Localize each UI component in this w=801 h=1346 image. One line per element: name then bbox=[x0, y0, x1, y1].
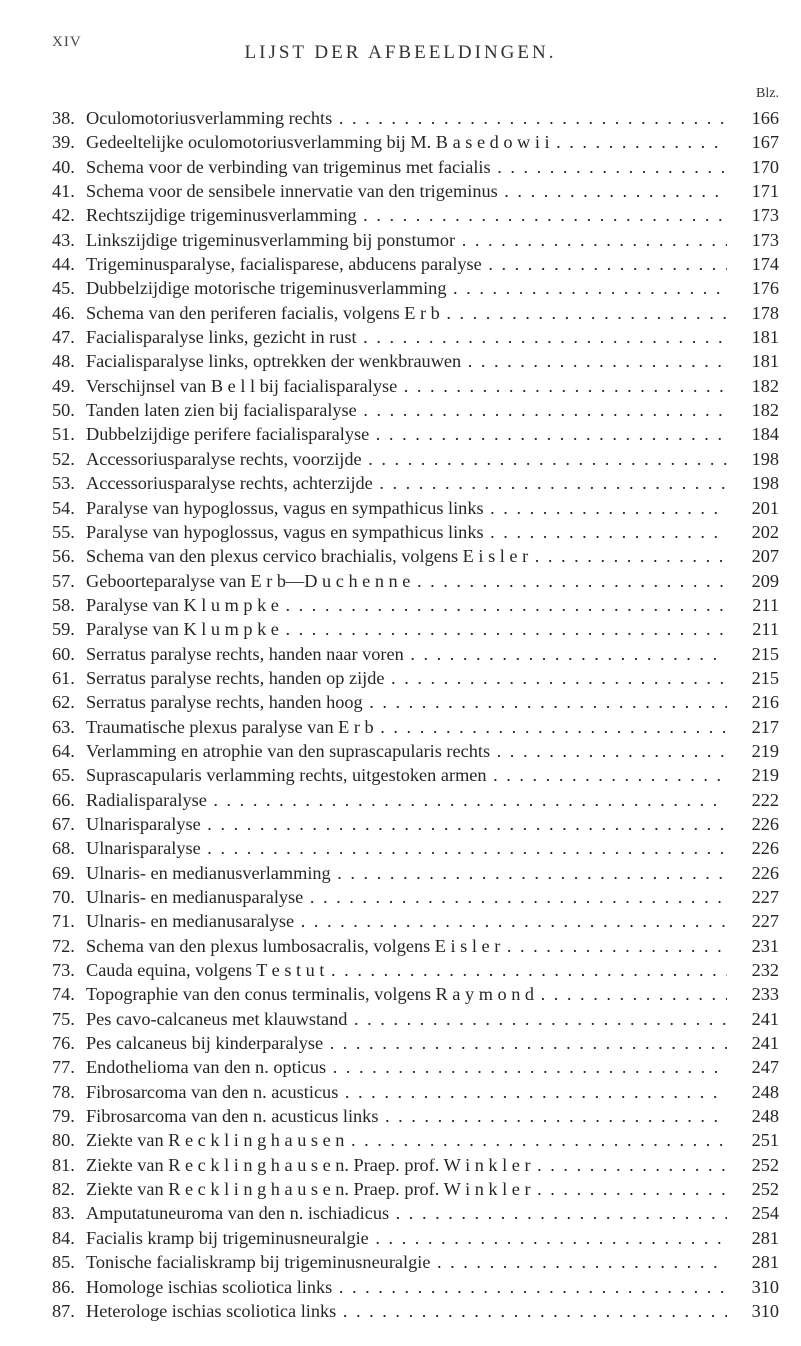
figure-page-number: 310 bbox=[729, 1299, 779, 1323]
figure-title: Schema voor de verbinding van trigeminus met facialis . . . bbox=[86, 155, 727, 179]
figure-number: 40. bbox=[52, 156, 75, 177]
figure-page-number: 226 bbox=[729, 861, 779, 885]
figure-page-number: 227 bbox=[729, 885, 779, 909]
figure-number: 85. bbox=[52, 1252, 75, 1273]
figure-entry bbox=[52, 276, 779, 300]
figure-page-number: 178 bbox=[729, 301, 779, 325]
figure-entry bbox=[52, 155, 779, 179]
figure-title: Trigeminusparalyse, facialisparese, abducens paralyse . . . bbox=[86, 252, 727, 276]
figure-title: Fibrosarcoma van den n. acusticus . . . bbox=[86, 1080, 727, 1104]
figure-number: 65. bbox=[52, 765, 75, 786]
figure-page-number: 211 bbox=[729, 593, 779, 617]
figure-page-number: 241 bbox=[729, 1031, 779, 1055]
figure-title: Gedeeltelijke oculomotoriusverlamming bij M. B a s e d o w i i . . . bbox=[86, 130, 727, 154]
figure-title: Heterologe ischias scoliotica links . . . bbox=[86, 1299, 727, 1323]
figure-title: Dubbelzijdige motorische trigeminusverlamming . . . bbox=[86, 276, 727, 300]
figure-number: 46. bbox=[52, 302, 75, 323]
figure-entry bbox=[52, 544, 779, 568]
page-number-roman: XIV bbox=[52, 34, 82, 50]
figure-page-number: 248 bbox=[729, 1080, 779, 1104]
figure-number: 62. bbox=[52, 692, 75, 713]
figure-entry bbox=[52, 666, 779, 690]
figure-entry bbox=[52, 1031, 779, 1055]
figure-title: Facialisparalyse links, optrekken der wenkbrauwen . . . bbox=[86, 349, 727, 373]
figure-number: 45. bbox=[52, 278, 75, 299]
figure-page-number: 222 bbox=[729, 788, 779, 812]
figure-number: 39. bbox=[52, 132, 75, 153]
figure-title: Topographie van den conus terminalis, volgens R a y m o n d . . . bbox=[86, 982, 727, 1006]
figure-entry bbox=[52, 447, 779, 471]
figure-title: Fibrosarcoma van den n. acusticus links . . . bbox=[86, 1104, 727, 1128]
figure-entry bbox=[52, 1226, 779, 1250]
figure-entry bbox=[52, 1128, 779, 1152]
figure-title: Paralyse van K l u m p k e . . . bbox=[86, 617, 727, 641]
figure-number: 50. bbox=[52, 400, 75, 421]
figure-title: Homologe ischias scoliotica links . . . bbox=[86, 1275, 727, 1299]
figure-title: Ulnaris- en medianusverlamming . . . bbox=[86, 861, 727, 885]
figure-entry bbox=[52, 179, 779, 203]
figure-entry bbox=[52, 958, 779, 982]
figure-title: Dubbelzijdige perifere facialisparalyse . . . bbox=[86, 422, 727, 446]
figure-page-number: 167 bbox=[729, 130, 779, 154]
figure-title: Rechtszijdige trigeminusverlamming . . . bbox=[86, 203, 727, 227]
figure-entry bbox=[52, 520, 779, 544]
figure-entry bbox=[52, 1055, 779, 1079]
figure-page-number: 252 bbox=[729, 1177, 779, 1201]
figure-number: 53. bbox=[52, 473, 75, 494]
figure-title: Ulnaris- en medianusaralyse . . . bbox=[86, 909, 727, 933]
figure-entry bbox=[52, 1177, 779, 1201]
figure-page-number: 233 bbox=[729, 982, 779, 1006]
figure-title: Pes cavo-calcaneus met klauwstand . . . bbox=[86, 1007, 727, 1031]
figure-page-number: 217 bbox=[729, 715, 779, 739]
figure-entry bbox=[52, 909, 779, 933]
figure-title: Paralyse van hypoglossus, vagus en sympathicus links . . . bbox=[86, 496, 727, 520]
figure-page-number: 219 bbox=[729, 763, 779, 787]
figure-entry bbox=[52, 739, 779, 763]
figure-number: 66. bbox=[52, 789, 75, 810]
figure-entry bbox=[52, 471, 779, 495]
figure-entry bbox=[52, 106, 779, 130]
figure-number: 42. bbox=[52, 205, 75, 226]
figure-number: 54. bbox=[52, 497, 75, 518]
figure-page-number: 226 bbox=[729, 812, 779, 836]
figure-number: 75. bbox=[52, 1008, 75, 1029]
figure-number: 44. bbox=[52, 254, 75, 275]
figure-number: 82. bbox=[52, 1179, 75, 1200]
figure-title: Amputatuneuroma van den n. ischiadicus . . . bbox=[86, 1201, 727, 1225]
figure-entry bbox=[52, 934, 779, 958]
figure-title: Facialisparalyse links, gezicht in rust . . . bbox=[86, 325, 727, 349]
figure-number: 72. bbox=[52, 935, 75, 956]
figure-page-number: 171 bbox=[729, 179, 779, 203]
figure-entry bbox=[52, 203, 779, 227]
figure-title: Schema van den periferen facialis, volgens E r b . . . bbox=[86, 301, 727, 325]
figure-entry bbox=[52, 496, 779, 520]
figure-number: 83. bbox=[52, 1203, 75, 1224]
figure-title: Accessoriusparalyse rechts, voorzijde . . . bbox=[86, 447, 727, 471]
figure-number: 73. bbox=[52, 960, 75, 981]
figure-page-number: 198 bbox=[729, 471, 779, 495]
figure-number: 48. bbox=[52, 351, 75, 372]
figure-page-number: 216 bbox=[729, 690, 779, 714]
figure-page-number: 184 bbox=[729, 422, 779, 446]
figure-number: 77. bbox=[52, 1057, 75, 1078]
figure-title: Geboorteparalyse van E r b—D u c h e n n e . . . bbox=[86, 569, 727, 593]
figure-entry bbox=[52, 763, 779, 787]
figure-title: Paralyse van K l u m p k e . . . bbox=[86, 593, 727, 617]
figure-title: Ziekte van R e c k l i n g h a u s e n . . . bbox=[86, 1128, 727, 1152]
figure-title: Tonische facialiskramp bij trigeminusneuralgie . . . bbox=[86, 1250, 727, 1274]
figure-page-number: 181 bbox=[729, 349, 779, 373]
figure-entry bbox=[52, 130, 779, 154]
figure-entry bbox=[52, 1007, 779, 1031]
figure-title: Linkszijdige trigeminusverlamming bij ponstumor . . . bbox=[86, 228, 727, 252]
figure-page-number: 181 bbox=[729, 325, 779, 349]
figure-number: 70. bbox=[52, 887, 75, 907]
figure-title: Cauda equina, volgens T e s t u t . . . bbox=[86, 958, 727, 982]
figure-entry bbox=[52, 593, 779, 617]
figure-page-number: 219 bbox=[729, 739, 779, 763]
figure-title: Schema van den plexus lumbosacralis, volgens E i s l e r . . . bbox=[86, 934, 727, 958]
figure-entry bbox=[52, 569, 779, 593]
figure-number: 81. bbox=[52, 1154, 75, 1175]
figure-number: 79. bbox=[52, 1106, 75, 1127]
figure-entry bbox=[52, 398, 779, 422]
figure-title: Schema voor de sensibele innervatie van den trigeminus . . . bbox=[86, 179, 727, 203]
figure-title: Endothelioma van den n. opticus . . . bbox=[86, 1055, 727, 1079]
figure-title: Ziekte van R e c k l i n g h a u s e n. Praep. prof. W i n k l e r . . . bbox=[86, 1177, 727, 1201]
figure-number: 80. bbox=[52, 1130, 75, 1151]
figure-title: Tanden laten zien bij facialisparalyse . . . bbox=[86, 398, 727, 422]
figure-page-number: 247 bbox=[729, 1055, 779, 1079]
figure-number: 78. bbox=[52, 1081, 75, 1102]
figure-title: Traumatische plexus paralyse van E r b . . . bbox=[86, 715, 727, 739]
figure-entry bbox=[52, 374, 779, 398]
figure-page-number: 207 bbox=[729, 544, 779, 568]
figure-page-number: 281 bbox=[729, 1226, 779, 1250]
figure-title: Pes calcaneus bij kinderparalyse . . . bbox=[86, 1031, 727, 1055]
figure-title: Serratus paralyse rechts, handen hoog . . . bbox=[86, 690, 727, 714]
figure-entry bbox=[52, 1104, 779, 1128]
figure-entry bbox=[52, 885, 779, 909]
figure-number: 64. bbox=[52, 740, 75, 761]
figure-page-number: 252 bbox=[729, 1153, 779, 1177]
figure-number: 49. bbox=[52, 375, 75, 396]
figure-title: Ziekte van R e c k l i n g h a u s e n. Praep. prof. W i n k l e r . . . bbox=[86, 1153, 727, 1177]
figure-entry bbox=[52, 836, 779, 860]
figure-number: 68. bbox=[52, 838, 75, 859]
figure-title: Facialis kramp bij trigeminusneuralgie . . . bbox=[86, 1226, 727, 1250]
figure-title: Verschijnsel van B e l l bij facialisparalyse . . . bbox=[86, 374, 727, 398]
figure-number: 38. bbox=[52, 108, 75, 128]
figure-list bbox=[52, 106, 779, 1323]
page-column-label: Blz. bbox=[756, 86, 779, 101]
figure-entry bbox=[52, 812, 779, 836]
figure-number: 57. bbox=[52, 570, 75, 591]
figure-number: 74. bbox=[52, 984, 75, 1005]
figure-entry bbox=[52, 422, 779, 446]
figure-title: Accessoriusparalyse rechts, achterzijde . . . bbox=[86, 471, 727, 495]
figure-number: 69. bbox=[52, 862, 75, 883]
figure-number: 63. bbox=[52, 716, 75, 737]
figure-number: 58. bbox=[52, 594, 75, 615]
figure-title: Schema van den plexus cervico brachialis, volgens E i s l e r . . . bbox=[86, 544, 727, 568]
figure-title: Serratus paralyse rechts, handen op zijde . . . bbox=[86, 666, 727, 690]
page-heading: LIJST DER AFBEELDINGEN. bbox=[244, 42, 557, 63]
figure-page-number: 201 bbox=[729, 496, 779, 520]
figure-entry bbox=[52, 301, 779, 325]
figure-page-number: 209 bbox=[729, 569, 779, 593]
figure-number: 56. bbox=[52, 546, 75, 567]
figure-page-number: 170 bbox=[729, 155, 779, 179]
figure-page-number: 182 bbox=[729, 398, 779, 422]
figure-number: 59. bbox=[52, 619, 75, 640]
figure-number: 87. bbox=[52, 1300, 75, 1321]
figure-number: 43. bbox=[52, 229, 75, 250]
figure-entry bbox=[52, 252, 779, 276]
figure-page-number: 226 bbox=[729, 836, 779, 860]
figure-number: 86. bbox=[52, 1276, 75, 1297]
figure-number: 61. bbox=[52, 667, 75, 688]
figure-page-number: 227 bbox=[729, 909, 779, 933]
figure-page-number: 281 bbox=[729, 1250, 779, 1274]
figure-page-number: 166 bbox=[729, 106, 779, 130]
figure-page-number: 310 bbox=[729, 1275, 779, 1299]
figure-number: 84. bbox=[52, 1227, 75, 1248]
figure-title: Ulnarisparalyse . . . bbox=[86, 812, 727, 836]
figure-page-number: 211 bbox=[729, 617, 779, 641]
figure-number: 47. bbox=[52, 327, 75, 348]
figure-page-number: 182 bbox=[729, 374, 779, 398]
figure-number: 67. bbox=[52, 813, 75, 834]
figure-number: 60. bbox=[52, 643, 75, 664]
figure-page-number: 202 bbox=[729, 520, 779, 544]
figure-page-number: 173 bbox=[729, 228, 779, 252]
figure-page-number: 232 bbox=[729, 958, 779, 982]
figure-entry bbox=[52, 642, 779, 666]
figure-page-number: 198 bbox=[729, 447, 779, 471]
figure-page-number: 215 bbox=[729, 666, 779, 690]
figure-title: Radialisparalyse . . . bbox=[86, 788, 727, 812]
figure-entry bbox=[52, 617, 779, 641]
figure-entry bbox=[52, 982, 779, 1006]
figure-page-number: 231 bbox=[729, 934, 779, 958]
figure-entry bbox=[52, 1201, 779, 1225]
figure-title: Ulnaris- en medianusparalyse . . . bbox=[86, 885, 727, 909]
figure-page-number: 173 bbox=[729, 203, 779, 227]
figure-title: Suprascapularis verlamming rechts, uitgestoken armen . . . bbox=[86, 763, 727, 787]
figure-entry bbox=[52, 325, 779, 349]
figure-entry bbox=[52, 349, 779, 373]
figure-entry bbox=[52, 1275, 779, 1299]
figure-title: Paralyse van hypoglossus, vagus en sympathicus links . . . bbox=[86, 520, 727, 544]
figure-entry bbox=[52, 1299, 779, 1323]
figure-entry bbox=[52, 228, 779, 252]
figure-entry bbox=[52, 690, 779, 714]
figure-number: 51. bbox=[52, 424, 75, 445]
figure-page-number: 251 bbox=[729, 1128, 779, 1152]
figure-title: Oculomotoriusverlamming rechts . . . bbox=[86, 106, 727, 130]
figure-number: 55. bbox=[52, 521, 75, 542]
figure-entry bbox=[52, 788, 779, 812]
figure-entry bbox=[52, 1153, 779, 1177]
figure-title: Ulnarisparalyse . . . bbox=[86, 836, 727, 860]
figure-title: Verlamming en atrophie van den suprascapularis rechts . . . bbox=[86, 739, 727, 763]
figure-page-number: 215 bbox=[729, 642, 779, 666]
figure-page-number: 241 bbox=[729, 1007, 779, 1031]
figure-entry bbox=[52, 715, 779, 739]
figure-number: 41. bbox=[52, 181, 75, 202]
figure-entry bbox=[52, 1080, 779, 1104]
figure-page-number: 174 bbox=[729, 252, 779, 276]
figure-page-number: 248 bbox=[729, 1104, 779, 1128]
figure-entry bbox=[52, 861, 779, 885]
figure-number: 52. bbox=[52, 448, 75, 469]
figure-entry bbox=[52, 1250, 779, 1274]
figure-page-number: 176 bbox=[729, 276, 779, 300]
figure-number: 76. bbox=[52, 1033, 75, 1054]
figure-title: Serratus paralyse rechts, handen naar voren . . . bbox=[86, 642, 727, 666]
figure-page-number: 254 bbox=[729, 1201, 779, 1225]
figure-number: 71. bbox=[52, 911, 75, 932]
